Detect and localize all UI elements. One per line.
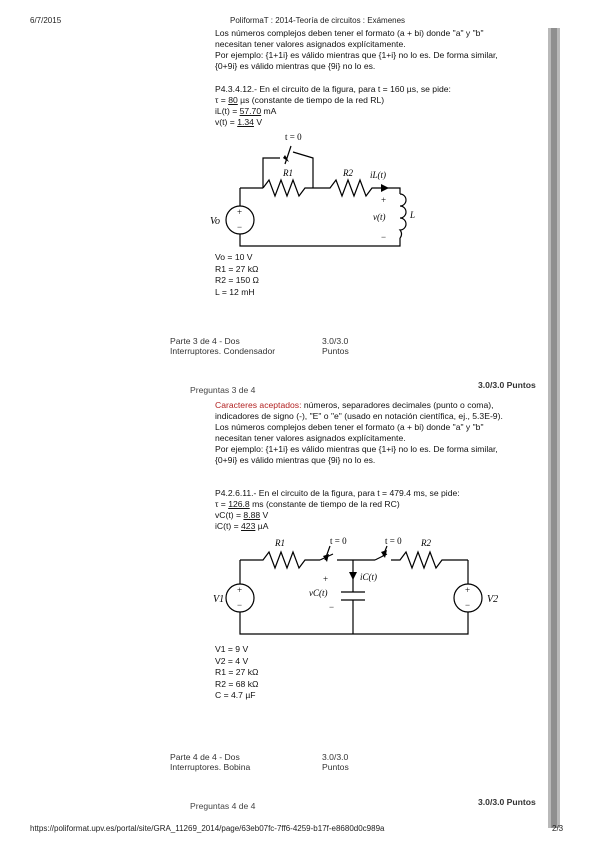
part-4-score: 3.0/3.0 Puntos (322, 752, 349, 772)
svg-text:Vo: Vo (210, 216, 220, 227)
svg-text:−: − (237, 222, 243, 232)
svg-text:−: − (465, 600, 471, 610)
svg-text:+: + (237, 585, 243, 595)
question-2-params: Vo = 10 V R1 = 27 kΩ R2 = 150 Ω L = 12 mH (215, 252, 259, 297)
svg-text:R2: R2 (421, 538, 431, 548)
accepted-characters-label: Caracteres aceptados: (215, 400, 302, 410)
part-3-score: 3.0/3.0 Puntos (322, 336, 349, 356)
question-3-label: Preguntas 3 de 4 (190, 385, 256, 395)
switch-1-label: t = 0 (330, 536, 347, 546)
question-4-label: Preguntas 4 de 4 (190, 801, 256, 811)
svg-text:vC(t): vC(t) (309, 588, 328, 598)
il-answer[interactable]: 57.70 (239, 106, 262, 116)
ic-answer[interactable]: 423 (241, 521, 256, 531)
page-number: 2/3 (552, 824, 564, 833)
svg-text:+: + (323, 574, 329, 584)
tau-rc-answer[interactable]: 126.8 (228, 499, 250, 509)
svg-text:+: + (381, 195, 387, 205)
svg-text:−: − (329, 602, 335, 612)
vc-answer[interactable]: 8.88 (243, 510, 261, 520)
svg-text:L: L (410, 210, 416, 220)
switch-2-label: t = 0 (385, 536, 402, 546)
question-3-points: 3.0/3.0 Puntos (478, 380, 536, 390)
svg-text:v(t): v(t) (373, 212, 386, 222)
question-2-notice: Los números complejos deben tener el formato (a + bi) donde "a" y "b" necesitan tener valores asignados explícitamente. Por ejemplo: {1+1i} es válido mientras que {1+i} no lo es. De forma similar, {0+9i} es válido mientras que {9i} no lo es. (215, 28, 498, 71)
svg-text:iC(t): iC(t) (360, 572, 377, 582)
scrollbar-thumb[interactable] (551, 28, 557, 828)
svg-text:V1: V1 (213, 594, 225, 605)
svg-text:R1: R1 (283, 168, 293, 178)
svg-text:−: − (237, 600, 243, 610)
scrollbar[interactable] (548, 28, 560, 828)
svg-text:iL(t): iL(t) (370, 170, 387, 180)
svg-text:+: + (465, 585, 471, 595)
v-answer[interactable]: 1.34 (237, 117, 254, 127)
question-2-statement: P4.3.4.12.- En el circuito de la figura, para t = 160 µs, se pide: τ = 80 µs (constante de tiempo de la red RL) iL(t) = 57.70 mA v(t) = 1.34 V (215, 84, 451, 127)
question-3-statement: P4.2.6.11.- En el circuito de la figura, para t = 479.4 ms, se pide: τ = 126.8 ms (constante de tiempo de la red RC) vC(t) = 8.88 V iC(t) = 423 µA (215, 488, 460, 531)
part-4-title: Parte 4 de 4 - Dos Interruptores. Bobina (170, 752, 251, 772)
svg-text:V2: V2 (487, 594, 499, 605)
svg-text:R2: R2 (343, 168, 353, 178)
question-3-params: V1 = 9 V V2 = 4 V R1 = 27 kΩ R2 = 68 kΩ C = 4.7 µF (215, 644, 259, 700)
svg-text:−: − (381, 232, 387, 242)
rl-circuit-diagram (205, 128, 425, 256)
svg-text:+: + (237, 207, 243, 217)
rc-circuit-diagram (205, 532, 510, 644)
switch-label: t = 0 (285, 132, 302, 142)
svg-text:R1: R1 (275, 538, 285, 548)
tau-answer[interactable]: 80 (228, 95, 238, 105)
print-date: 6/7/2015 (30, 16, 62, 25)
part-3-title: Parte 3 de 4 - Dos Interruptores. Condensador (170, 336, 276, 356)
question-3-notice: Caracteres aceptados: números, separadores decimales (punto o coma), indicadores de signo (-), "E" o "e" (usado en notación científica, ej., 5.3E-9). Los números complejos deben tener el formato (a + bi) donde "a" y "b" necesitan tener valores asignados explícitamente. Por ejemplo: {1+1i} es válido mientras que {1+i} no lo es. De forma similar, {0+9i} es válido mientras que {9i} no lo es. (215, 400, 503, 465)
page-title: PoliformaT : 2014-Teoría de circuitos : Exámenes (230, 16, 406, 25)
page-url: https://poliformat.upv.es/portal/site/GRA_11269_2014/page/63eb07fc-7ff6-4259-b17f-e8680d0c989a (30, 824, 385, 833)
question-4-points: 3.0/3.0 Puntos (478, 797, 536, 807)
